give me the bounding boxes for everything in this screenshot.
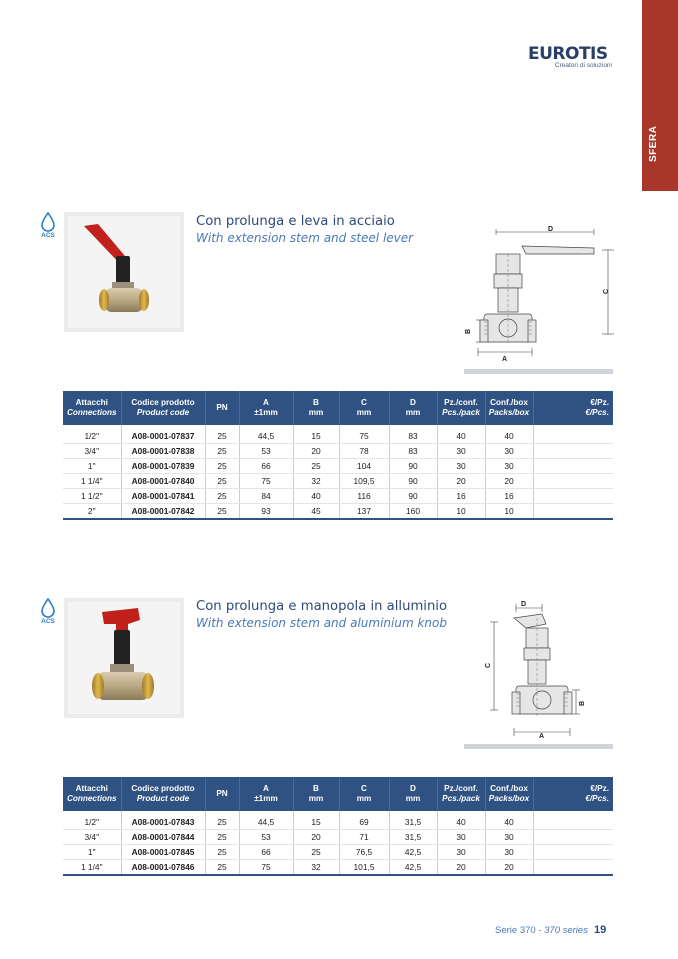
table-cell xyxy=(533,425,613,444)
brand-logo xyxy=(528,44,618,69)
product-subtitle: With extension stem and steel lever xyxy=(196,231,414,245)
col-header: Codice prodotto Product code xyxy=(121,777,205,811)
table-cell: 66 xyxy=(239,845,293,860)
table-cell: 30 xyxy=(485,444,533,459)
table-cell: 109,5 xyxy=(339,474,389,489)
table-cell: 40 xyxy=(293,489,339,504)
table-cell: 76,5 xyxy=(339,845,389,860)
product-code-cell: A08-0001-07840 xyxy=(121,474,205,489)
dim-label-d: D xyxy=(548,226,554,233)
table-cell: 15 xyxy=(293,425,339,444)
table-cell: 160 xyxy=(389,504,437,520)
col-header: B mm xyxy=(293,391,339,425)
col-header: Pz./conf. Pcs./pack xyxy=(437,777,485,811)
table-cell: 42,5 xyxy=(389,860,437,876)
table-cell: 30 xyxy=(437,444,485,459)
table-cell: 25 xyxy=(293,459,339,474)
table-cell: 25 xyxy=(205,425,239,444)
series-label-en: 370 series xyxy=(544,925,588,936)
table-cell: 101,5 xyxy=(339,860,389,876)
table-cell: 1 1/4" xyxy=(63,474,121,489)
water-drop-icon xyxy=(40,212,56,232)
table-cell: 30 xyxy=(485,459,533,474)
technical-drawing-knob xyxy=(480,598,590,740)
table-cell: 20 xyxy=(485,474,533,489)
table-cell: 31,5 xyxy=(389,830,437,845)
dim-label-c: C xyxy=(485,662,492,668)
table-cell xyxy=(533,504,613,520)
table-row xyxy=(63,474,613,489)
table-cell: 1 1/2" xyxy=(63,489,121,504)
dim-label-a: A xyxy=(502,356,508,363)
table-cell: 44,5 xyxy=(239,425,293,444)
table-cell: 1" xyxy=(63,845,121,860)
table-header-row xyxy=(63,777,613,811)
product-code-cell: A08-0001-07846 xyxy=(121,860,205,876)
table-cell: 2" xyxy=(63,504,121,520)
dim-label-d: D xyxy=(521,601,527,608)
table-cell: 30 xyxy=(485,845,533,860)
product-code-cell: A08-0001-07838 xyxy=(121,444,205,459)
col-header: A ±1mm xyxy=(239,777,293,811)
table-cell: 104 xyxy=(339,459,389,474)
table-cell: 1/2" xyxy=(63,811,121,830)
table-cell xyxy=(533,444,613,459)
product-code-cell: A08-0001-07837 xyxy=(121,425,205,444)
table-cell: 1 1/4" xyxy=(63,860,121,876)
col-header: €/Pz. €/Pcs. xyxy=(533,777,613,811)
section-tab-label: SFERA xyxy=(648,125,659,162)
table-cell: 32 xyxy=(293,474,339,489)
table-cell: 25 xyxy=(205,860,239,876)
table-row xyxy=(63,444,613,459)
technical-drawing-lever xyxy=(462,224,614,366)
table-cell: 25 xyxy=(293,845,339,860)
table-cell: 44,5 xyxy=(239,811,293,830)
table-cell: 90 xyxy=(389,474,437,489)
table-cell xyxy=(533,811,613,830)
col-header: Conf./box Packs/box xyxy=(485,777,533,811)
product-photo-knob xyxy=(64,598,184,718)
table-cell: 25 xyxy=(205,474,239,489)
brand-name: EUROTIS xyxy=(528,44,608,64)
page-number: 19 xyxy=(593,924,607,936)
table-row xyxy=(63,425,613,444)
table-cell: 137 xyxy=(339,504,389,520)
table-cell: 10 xyxy=(485,504,533,520)
col-header: D mm xyxy=(389,391,437,425)
dim-label-a: A xyxy=(539,733,545,740)
table-cell: 25 xyxy=(205,811,239,830)
table-row xyxy=(63,504,613,520)
table-cell: 69 xyxy=(339,811,389,830)
table-cell: 40 xyxy=(485,811,533,830)
table-cell: 1/2" xyxy=(63,425,121,444)
brand-tagline: Creatori di soluzioni xyxy=(554,62,612,69)
table-cell: 25 xyxy=(205,489,239,504)
valve-knob-image xyxy=(68,602,180,714)
table-cell: 20 xyxy=(485,860,533,876)
table-cell: 53 xyxy=(239,444,293,459)
acs-label: ACS xyxy=(41,232,55,239)
table-row xyxy=(63,830,613,845)
product-code-cell: A08-0001-07844 xyxy=(121,830,205,845)
table-cell: 75 xyxy=(239,860,293,876)
table-row xyxy=(63,489,613,504)
col-header: Attacchi Connections xyxy=(63,777,121,811)
page-footer xyxy=(495,924,606,936)
product-title: Con prolunga e leva in acciaio xyxy=(196,214,395,229)
table-cell: 3/4" xyxy=(63,830,121,845)
col-header: A ±1mm xyxy=(239,391,293,425)
col-header: C mm xyxy=(339,777,389,811)
table-cell xyxy=(533,474,613,489)
col-header: B mm xyxy=(293,777,339,811)
table-cell: 30 xyxy=(485,830,533,845)
product-code-cell: A08-0001-07845 xyxy=(121,845,205,860)
table-cell: 66 xyxy=(239,459,293,474)
acs-badge xyxy=(38,598,58,625)
product-code-cell: A08-0001-07842 xyxy=(121,504,205,520)
series-label-it: Serie 370 - xyxy=(495,925,545,936)
col-header: Attacchi Connections xyxy=(63,391,121,425)
table-cell: 15 xyxy=(293,811,339,830)
table-cell: 78 xyxy=(339,444,389,459)
table-cell: 32 xyxy=(293,860,339,876)
table-row xyxy=(63,860,613,876)
table-cell: 25 xyxy=(205,504,239,520)
table-cell: 40 xyxy=(437,425,485,444)
table-cell xyxy=(533,489,613,504)
table-row xyxy=(63,459,613,474)
col-header: Conf./box Packs/box xyxy=(485,391,533,425)
table-cell: 40 xyxy=(437,811,485,830)
drawing-divider xyxy=(464,744,613,749)
table-cell: 83 xyxy=(389,444,437,459)
col-header: PN xyxy=(205,391,239,425)
product-code-cell: A08-0001-07839 xyxy=(121,459,205,474)
table-cell: 53 xyxy=(239,830,293,845)
table-cell: 1" xyxy=(63,459,121,474)
table-cell: 45 xyxy=(293,504,339,520)
table-cell: 42,5 xyxy=(389,845,437,860)
table-cell: 25 xyxy=(205,444,239,459)
section-tab xyxy=(642,0,678,191)
water-drop-icon xyxy=(40,598,56,618)
table-cell xyxy=(533,845,613,860)
table-cell: 90 xyxy=(389,459,437,474)
col-header: D mm xyxy=(389,777,437,811)
table-cell: 75 xyxy=(239,474,293,489)
col-header: Codice prodotto Product code xyxy=(121,391,205,425)
table-row xyxy=(63,811,613,830)
table-cell xyxy=(533,860,613,876)
product-photo-lever xyxy=(64,212,184,332)
table-cell: 30 xyxy=(437,459,485,474)
table-cell: 20 xyxy=(437,474,485,489)
table-cell: 20 xyxy=(437,860,485,876)
table-cell: 40 xyxy=(485,425,533,444)
product-title: Con prolunga e manopola in alluminio xyxy=(196,599,448,614)
table-cell xyxy=(533,830,613,845)
table-cell: 25 xyxy=(205,459,239,474)
table-cell: 10 xyxy=(437,504,485,520)
dim-label-c: C xyxy=(603,288,610,294)
table-cell: 90 xyxy=(389,489,437,504)
table-cell: 84 xyxy=(239,489,293,504)
drawing-divider xyxy=(464,369,613,374)
table-cell: 3/4" xyxy=(63,444,121,459)
table-cell: 30 xyxy=(437,845,485,860)
spec-table-knob xyxy=(63,777,613,876)
spec-table-lever xyxy=(63,391,613,520)
table-cell: 25 xyxy=(205,830,239,845)
table-cell: 20 xyxy=(293,444,339,459)
col-header: PN xyxy=(205,777,239,811)
table-cell: 71 xyxy=(339,830,389,845)
table-cell: 31,5 xyxy=(389,811,437,830)
acs-label: ACS xyxy=(41,618,55,625)
valve-lever-image xyxy=(68,216,180,328)
table-cell: 16 xyxy=(485,489,533,504)
table-row xyxy=(63,845,613,860)
dim-label-b: B xyxy=(579,700,586,706)
table-cell: 16 xyxy=(437,489,485,504)
table-cell: 83 xyxy=(389,425,437,444)
table-header-row xyxy=(63,391,613,425)
table-cell: 93 xyxy=(239,504,293,520)
col-header: C mm xyxy=(339,391,389,425)
table-cell: 75 xyxy=(339,425,389,444)
col-header: Pz./conf. Pcs./pack xyxy=(437,391,485,425)
table-cell: 25 xyxy=(205,845,239,860)
table-cell xyxy=(533,459,613,474)
col-header: €/Pz. €/Pcs. xyxy=(533,391,613,425)
table-cell: 20 xyxy=(293,830,339,845)
product-subtitle: With extension stem and aluminium knob xyxy=(196,616,447,630)
acs-badge xyxy=(38,212,58,239)
dim-label-b: B xyxy=(465,328,472,334)
table-cell: 30 xyxy=(437,830,485,845)
table-cell: 116 xyxy=(339,489,389,504)
product-code-cell: A08-0001-07843 xyxy=(121,811,205,830)
product-code-cell: A08-0001-07841 xyxy=(121,489,205,504)
